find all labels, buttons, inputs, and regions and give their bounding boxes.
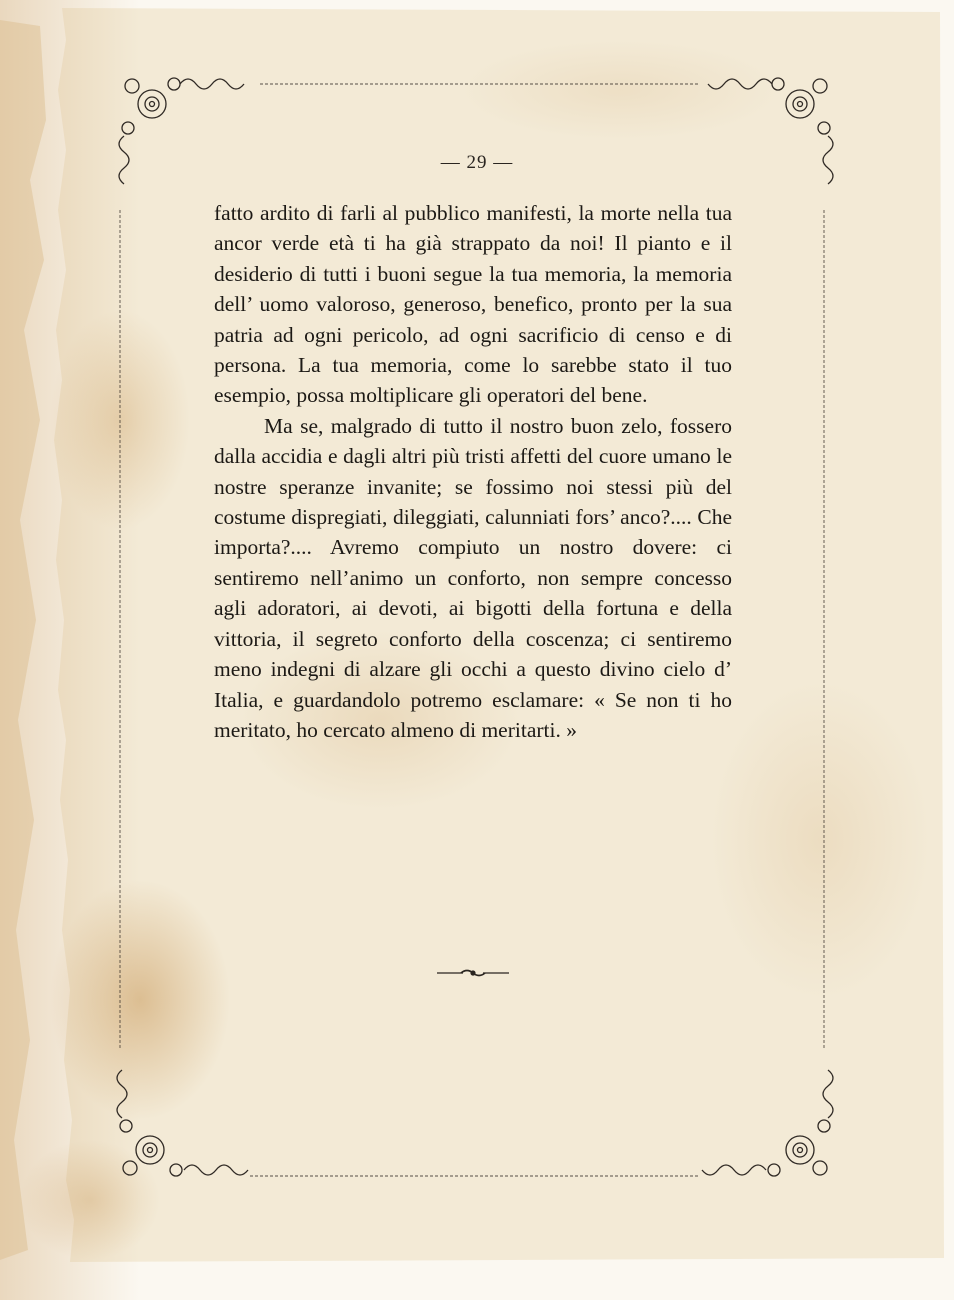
page-number: — 29 —: [440, 152, 514, 173]
paragraph: Ma se, malgrado di tutto il nostro buon zelo, fossero dalla accidia e dagli altri più tristi affetti del cuore umano le nostre speranze invanite; se fossimo noi stessi più del costume dispregiati, dileggiati, calunniati fors’ anco?.... Che importa?.... Avremo compiuto un nostro dovere: ci sentiremo nell’animo un conforto, non sempre concesso agli adoratori, ai devoti, ai bigotti della fortuna e della vittoria, il segreto conforto della coscenza; ci sentiremo meno indegni di alzare gli occhi a questo divino cielo d’ Italia, e guardandolo potremo esclamare: « Se non ti ho meritato, ho cercato almeno di meritarti. »: [214, 413, 732, 742]
paragraph: fatto ardito di farli al pubblico manifesti, la morte nella tua ancor verde età ti ha già strappato da noi! Il pianto e il desiderio di tutti i buoni segue la tua memoria, la memoria dell’ uomo valoroso, generoso, benefico, pronto per la sua patria ad ogni pericolo, ad ogni sacrificio di censo e di persona. La tua memoria, come lo sarebbe stato il tuo esempio, possa moltiplicare gli operatori del bene.: [214, 201, 732, 408]
body-text: [214, 198, 732, 745]
end-ornament: [437, 966, 509, 980]
